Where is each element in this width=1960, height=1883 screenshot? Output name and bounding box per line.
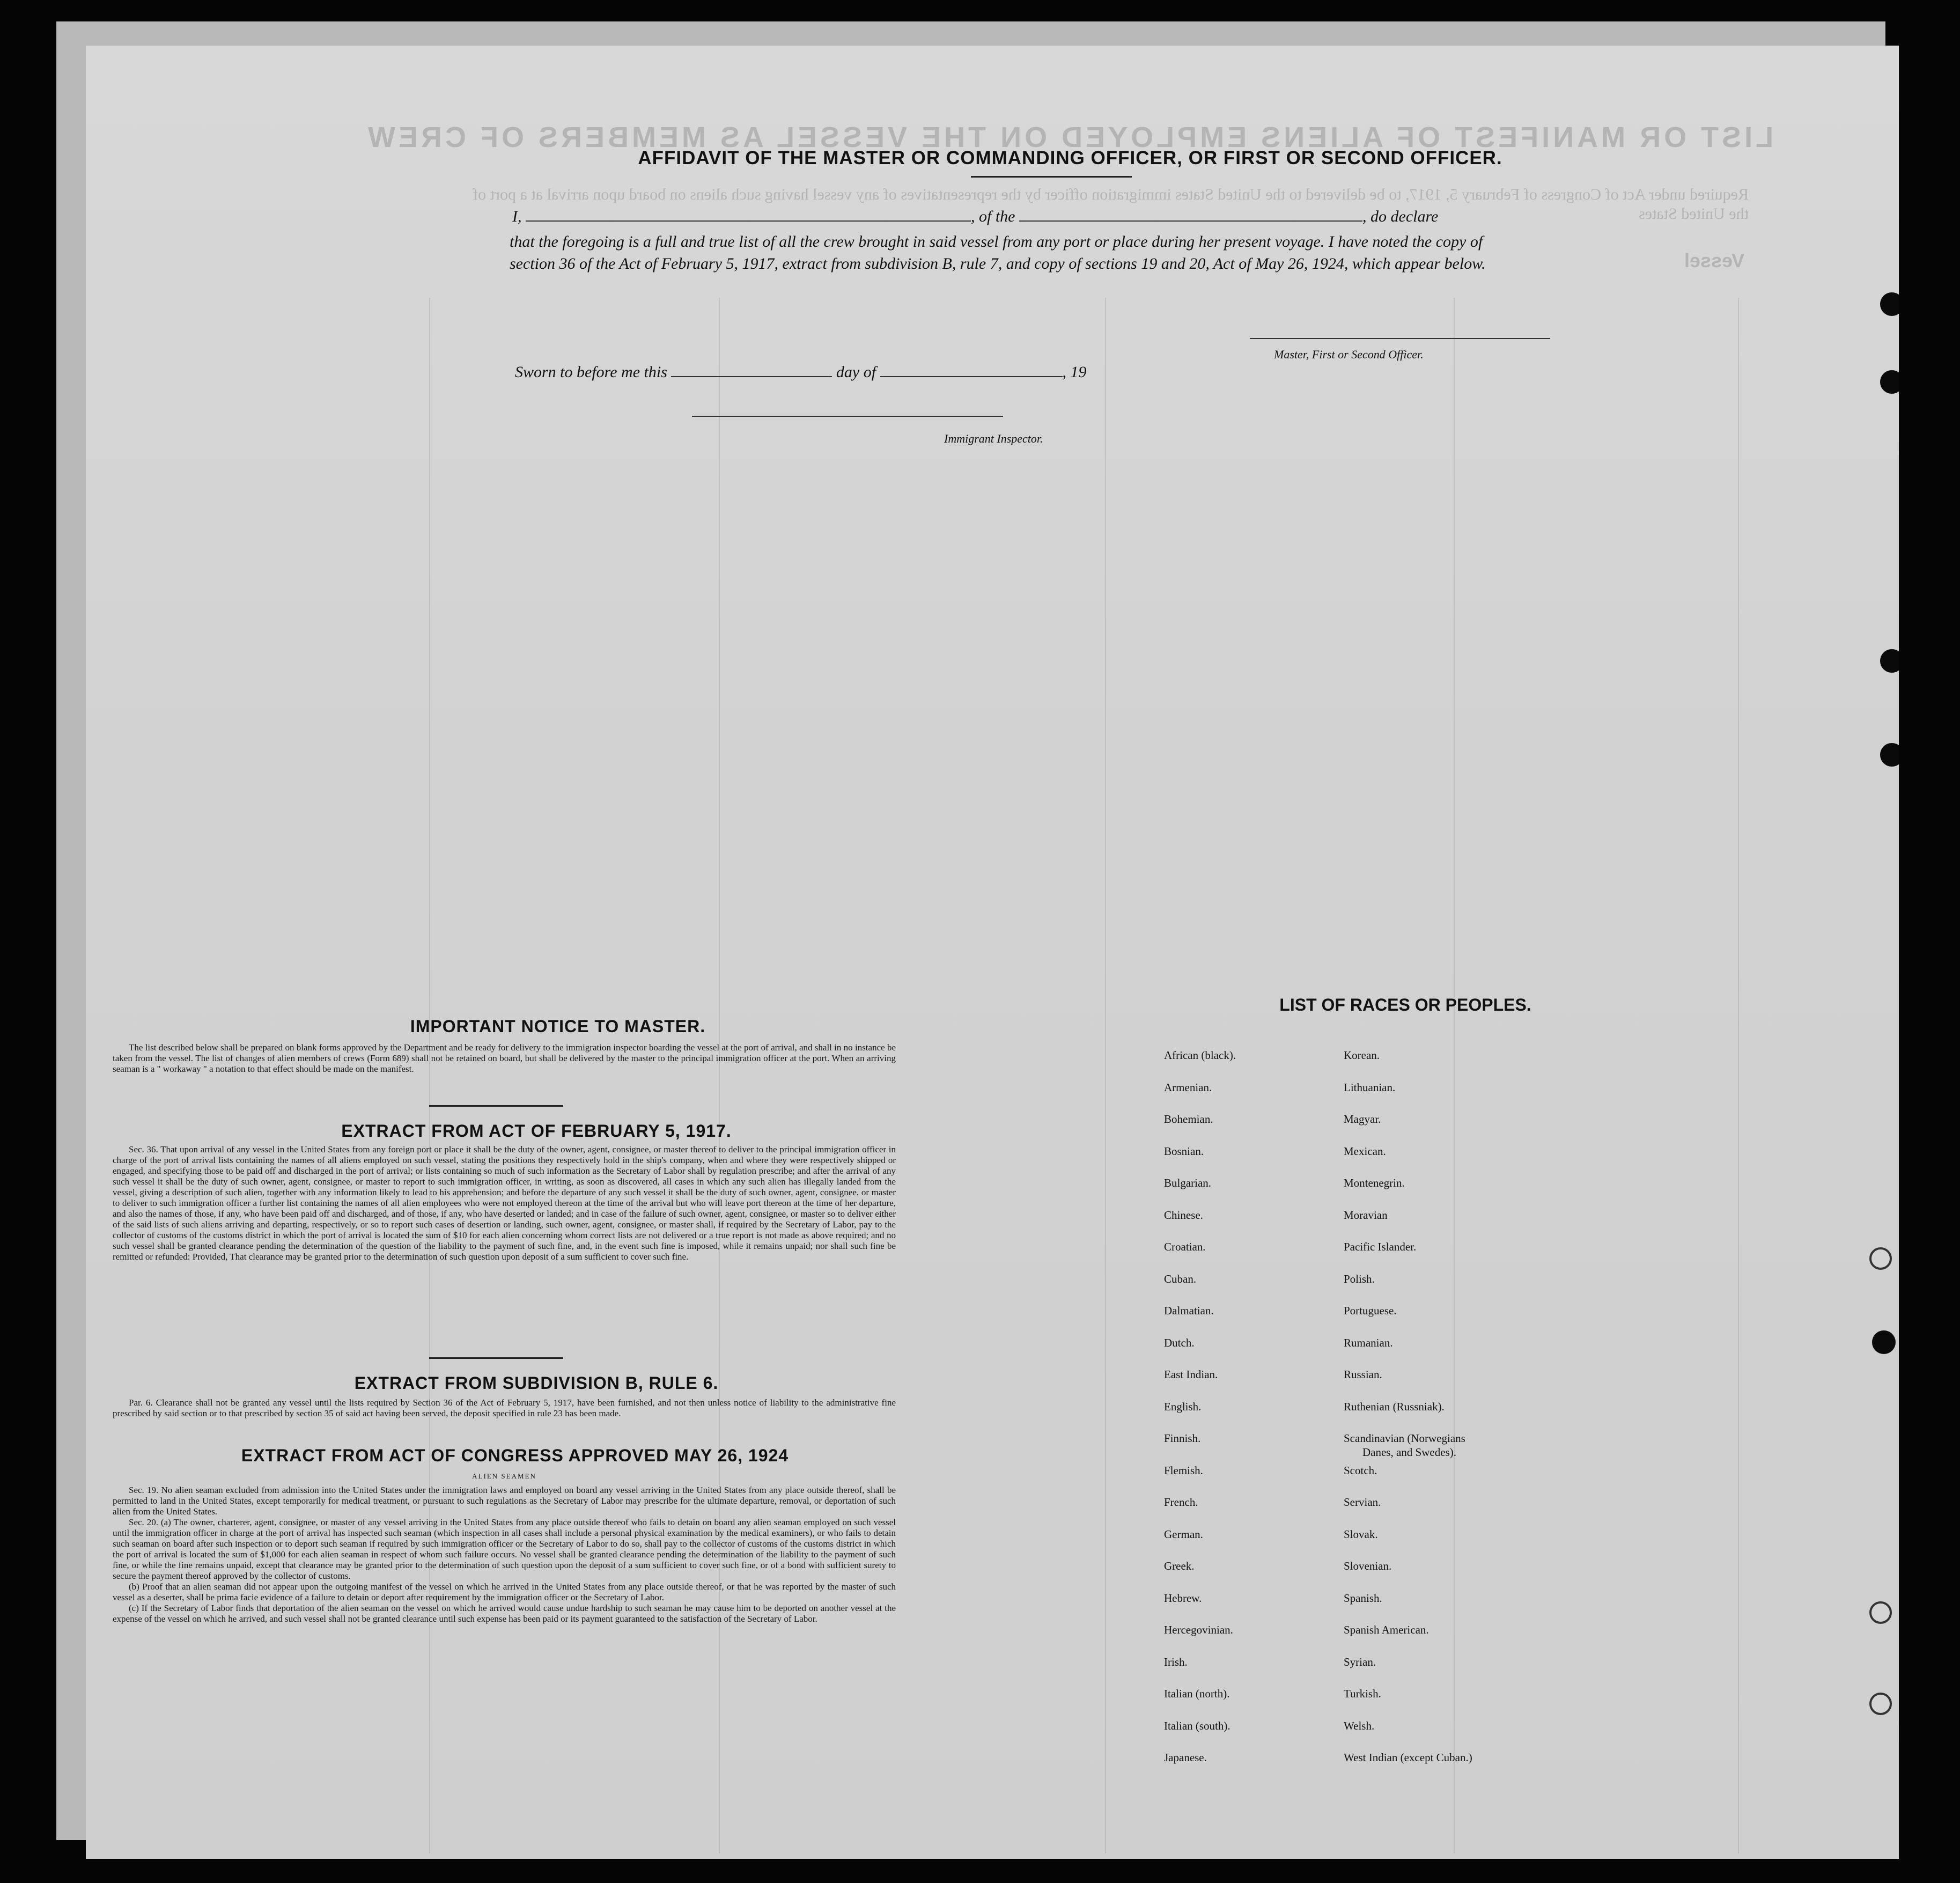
extract-1917-title: EXTRACT FROM ACT OF FEBRUARY 5, 1917. xyxy=(341,1121,732,1141)
race-item: Spanish. xyxy=(1344,1591,1382,1605)
race-item: Pacific Islander. xyxy=(1344,1240,1417,1253)
race-item: Ruthenian (Russniak). xyxy=(1344,1400,1445,1413)
section-rule xyxy=(429,1105,563,1107)
race-item: West Indian (except Cuban.) xyxy=(1344,1751,1472,1764)
manifest-page xyxy=(86,46,1899,1859)
race-item: Syrian. xyxy=(1344,1655,1376,1668)
race-item: Bulgarian. xyxy=(1164,1176,1212,1189)
race-item: Italian (south). xyxy=(1164,1719,1230,1732)
race-item: Welsh. xyxy=(1344,1719,1375,1732)
declare-label: , do declare xyxy=(1362,208,1439,225)
master-signature-label: Master, First or Second Officer. xyxy=(1274,348,1424,361)
title-rule xyxy=(971,176,1132,178)
race-item: Armenian. xyxy=(1164,1080,1212,1094)
race-item: Mexican. xyxy=(1344,1144,1386,1158)
ghost-column-rule xyxy=(1454,298,1455,1853)
race-item: East Indian. xyxy=(1164,1368,1218,1381)
race-item: Cuban. xyxy=(1164,1272,1197,1285)
race-item: French. xyxy=(1164,1496,1198,1509)
race-item: Turkish. xyxy=(1344,1687,1381,1700)
bleed-through-title: LIST OR MANIFEST OF ALIENS EMPLOYED ON THE VESSEL AS MEMBERS OF CREW xyxy=(365,121,1774,153)
race-item: Dalmatian. xyxy=(1164,1304,1214,1317)
name-field[interactable] xyxy=(526,207,971,222)
affidavit-body: that the foregoing is a full and true list of all the crew brought in said vessel from any port or place during her present voyage. I have noted the copy of section 36 of the Act of February 5, 1917, extract from subdivision B, rule 7, and copy of sections 19 and 20, Act of May 26, 1924, which appear below. xyxy=(510,233,1486,273)
race-item: Hercegovinian. xyxy=(1164,1623,1233,1636)
i-label: I, xyxy=(512,208,522,225)
race-item: Slovenian. xyxy=(1344,1560,1392,1572)
punch-hole xyxy=(1869,1247,1892,1270)
extract-1924-title: EXTRACT FROM ACT OF CONGRESS APPROVED MAY 26, 1924 xyxy=(241,1446,789,1465)
race-item: German. xyxy=(1164,1527,1203,1541)
race-item: Dutch. xyxy=(1164,1336,1195,1349)
declaration-line xyxy=(512,207,1438,226)
race-item: Chinese. xyxy=(1164,1208,1203,1222)
punch-hole xyxy=(1869,1601,1892,1624)
race-item: Montenegrin. xyxy=(1344,1176,1405,1189)
extract-1917-text xyxy=(113,1144,896,1262)
notice-text xyxy=(113,1042,896,1075)
punch-hole xyxy=(1880,292,1899,316)
race-item: Scandinavian (Norwegians xyxy=(1344,1432,1465,1445)
section-rule xyxy=(429,1357,563,1359)
race-item: Hebrew. xyxy=(1164,1591,1202,1605)
master-signature-line[interactable] xyxy=(1250,338,1550,339)
bleed-through-vessel-label: Vessel xyxy=(1684,249,1745,271)
sworn-day-field[interactable] xyxy=(671,362,832,377)
race-item: Bohemian. xyxy=(1164,1113,1213,1126)
sec-20b-paragraph: (b) Proof that an alien seaman did not appear upon the outgoing manifest of the vessel on which he arrived in the United States from any place outside thereof, or that he was reported by the master of such vessel as a deserter, shall be prima facie evidence of a failure to detain or deport after requirement by the immigration officer or the Secretary of Labor. xyxy=(113,1582,896,1602)
year-label: , 19 xyxy=(1062,363,1087,381)
punch-hole xyxy=(1872,1330,1896,1354)
race-item: Bosnian. xyxy=(1164,1144,1204,1158)
race-item: Danes, and Swedes). xyxy=(1362,1446,1456,1459)
race-item: Korean. xyxy=(1344,1049,1380,1062)
race-item: Scotch. xyxy=(1344,1463,1377,1477)
race-item: Rumanian. xyxy=(1344,1336,1393,1349)
vessel-name-field[interactable] xyxy=(1019,207,1362,222)
race-item: Croatian. xyxy=(1164,1240,1206,1253)
race-item: Slovak. xyxy=(1344,1527,1378,1541)
punch-hole xyxy=(1869,1693,1892,1715)
races-title: LIST OF RACES OR PEOPLES. xyxy=(1279,995,1531,1014)
punch-hole xyxy=(1880,370,1899,394)
race-item: Japanese. xyxy=(1164,1751,1207,1764)
notice-title: IMPORTANT NOTICE TO MASTER. xyxy=(410,1017,706,1036)
race-item: Magyar. xyxy=(1344,1113,1381,1126)
inspector-signature-line[interactable] xyxy=(692,416,1003,417)
race-item: Servian. xyxy=(1344,1496,1381,1509)
sworn-line xyxy=(515,362,1087,381)
of-the-label: , of the xyxy=(971,208,1015,225)
day-of-label: day of xyxy=(836,363,876,381)
notice-paragraph: The list described below shall be prepared on blank forms approved by the Department and be ready for delivery to the immigration inspector boarding the vessel at the port of arrival, and shall in no instance be taken from the vessel. The list of changes of alien members of crews (Form 689) shall not be retained on board, but shall be delivered by the master to the principal immigration officer at the port. When an arriving seaman is a " workaway " a notation to that effect should be made on the manifest. xyxy=(113,1042,896,1074)
race-item: Spanish American. xyxy=(1344,1623,1429,1636)
section-36-paragraph: Sec. 36. That upon arrival of any vessel in the United States from any foreign port or place it shall be the duty of the owner, agent, consignee, or master thereof to deliver to the principal immigration officer in charge of the port of arrival lists containing the names of all aliens employed on such vessel, stating the positions they respectively hold in the ship's company, when and where they were respectively shipped or engaged, and specifying those to be paid off and discharged in the port of arrival; or lists containing so much of such information as the Secretary of Labor shall by regulation prescribe; and after the arrival of any such vessel it shall be the duty of such owner, agent, consignee, or master to report to such immigration officer, in writing, as soon as discovered, all cases in which any such alien has illegally landed from the vessel, giving a description of such alien, together with any information likely to lead to his apprehension; and before the departure of any such vessel it shall be the duty of such owner, agent, consignee, or master to deliver to such immigration officer a further list containing the names of all alien employees who were not employed thereon at the time of the arrival but who will leave port thereon at the time of her departure, and also the names of those, if any, who have been paid off and discharged, and of those, if any, who have deserted or landed; and in case of the failure of such owner, agent, consignee, or master so to deliver either of the said lists of such aliens arriving and departing, respectively, or so to report such cases of desertion or landing, such owner, agent, consignee, or master shall, if required by the Secretary of Labor, pay to the collector of customs of the customs district in which the port of arrival is located the sum of $10 for each alien concerning whom correct lists are not delivered or a true report is not made as above required; and no such vessel shall be granted clearance pending the determination of the question of the liability to the payment of such fine, and, in the event such fine is imposed, while it remains unpaid; nor shall such fine be remitted or refunded: Provided, That clearance may be granted prior to the determination of such question upon deposit of a sum sufficient to cover such fine. xyxy=(113,1144,896,1262)
race-item: African (black). xyxy=(1164,1049,1236,1062)
sec-20c-paragraph: (c) If the Secretary of Labor finds that deportation of the alien seaman on the vessel on which he arrived would cause undue hardship to such seaman he may cause him to be deported on another vessel at the expense of the vessel on which he arrived, and such vessel shall not be granted clearance until such expense has been paid or its payment guaranteed to the satisfaction of the Secretary of Labor. xyxy=(113,1603,896,1624)
extract-rule6-text xyxy=(113,1397,896,1419)
race-item: Italian (north). xyxy=(1164,1687,1230,1700)
race-item: Portuguese. xyxy=(1344,1304,1397,1317)
race-item: Moravian xyxy=(1344,1208,1388,1222)
race-item: Irish. xyxy=(1164,1655,1188,1668)
ghost-column-rule xyxy=(1738,298,1739,1853)
extract-rule6-title: EXTRACT FROM SUBDIVISION B, RULE 6. xyxy=(354,1373,719,1393)
sworn-month-field[interactable] xyxy=(880,362,1063,377)
bleed-through-subtitle: Required under Act of Congress of February 5, 1917, to be delivered to the United States immigration officer by the representatives of any vessel having such aliens on board upon arrival at a port of the United States xyxy=(473,186,1749,223)
ghost-column-rule xyxy=(1105,298,1106,1853)
race-item: Finnish. xyxy=(1164,1432,1201,1445)
sec-20a-paragraph: Sec. 20. (a) The owner, charterer, agent, consignee, or master of any vessel arriving in the United States from any place outside thereof who fails to detain on board any alien seaman employed on such vessel until the immigration officer in charge at the port of arrival has inspected such seaman (which inspection in all cases shall include a personal physical examination by the medical examiners), or who fails to detain such seaman on board after such inspection or to deport such seaman if required by such immigration officer or the Secretary of Labor to do so, shall pay to the collector of customs of the customs district in which the port of arrival is located the sum of $1,000 for each alien seaman in respect of whom such failure occurs. No vessel shall be granted clearance pending the determination of the liability to the payment of such fine, or while the fine remains unpaid, except that clearance may be granted prior to the determination of such question upon the deposit of a sum sufficient to cover such fine, or of a bond with sufficient surety to secure the payment thereof approved by the collector of customs. xyxy=(113,1517,896,1581)
punch-hole xyxy=(1880,649,1899,673)
punch-hole xyxy=(1880,743,1899,767)
race-item: English. xyxy=(1164,1400,1202,1413)
race-item: Flemish. xyxy=(1164,1463,1203,1477)
race-item: Russian. xyxy=(1344,1368,1382,1381)
alien-seamen-subtitle: ALIEN SEAMEN xyxy=(472,1472,536,1480)
sworn-label: Sworn to before me this xyxy=(515,363,667,381)
par-6-paragraph: Par. 6. Clearance shall not be granted any vessel until the lists required by Section 36 of the Act of February 5, 1917, have been furnished, and not then unless notice of liability to the administrative fine prescribed by said section or to that prescribed by section 35 of said act having been served, the deposit specified in rule 23 has been made. xyxy=(113,1397,896,1418)
race-item: Greek. xyxy=(1164,1560,1195,1572)
race-item: Lithuanian. xyxy=(1344,1080,1396,1094)
sec-19-paragraph: Sec. 19. No alien seaman excluded from admission into the United States under the immigration laws and employed on board any vessel arriving in the United States from any place outside thereof, shall be permitted to land in the United States, except temporarily for medical treatment, or pursuant to such regulations as the Secretary of Labor may prescribe for the ultimate departure, removal, or deportation of such alien from the United States. xyxy=(113,1485,896,1517)
inspector-label: Immigrant Inspector. xyxy=(944,432,1043,445)
extract-1924-text xyxy=(113,1470,896,1624)
affidavit-title: AFFIDAVIT OF THE MASTER OR COMMANDING OFFICER, OR FIRST OR SECOND OFFICER. xyxy=(638,148,1502,168)
race-item: Polish. xyxy=(1344,1272,1375,1285)
